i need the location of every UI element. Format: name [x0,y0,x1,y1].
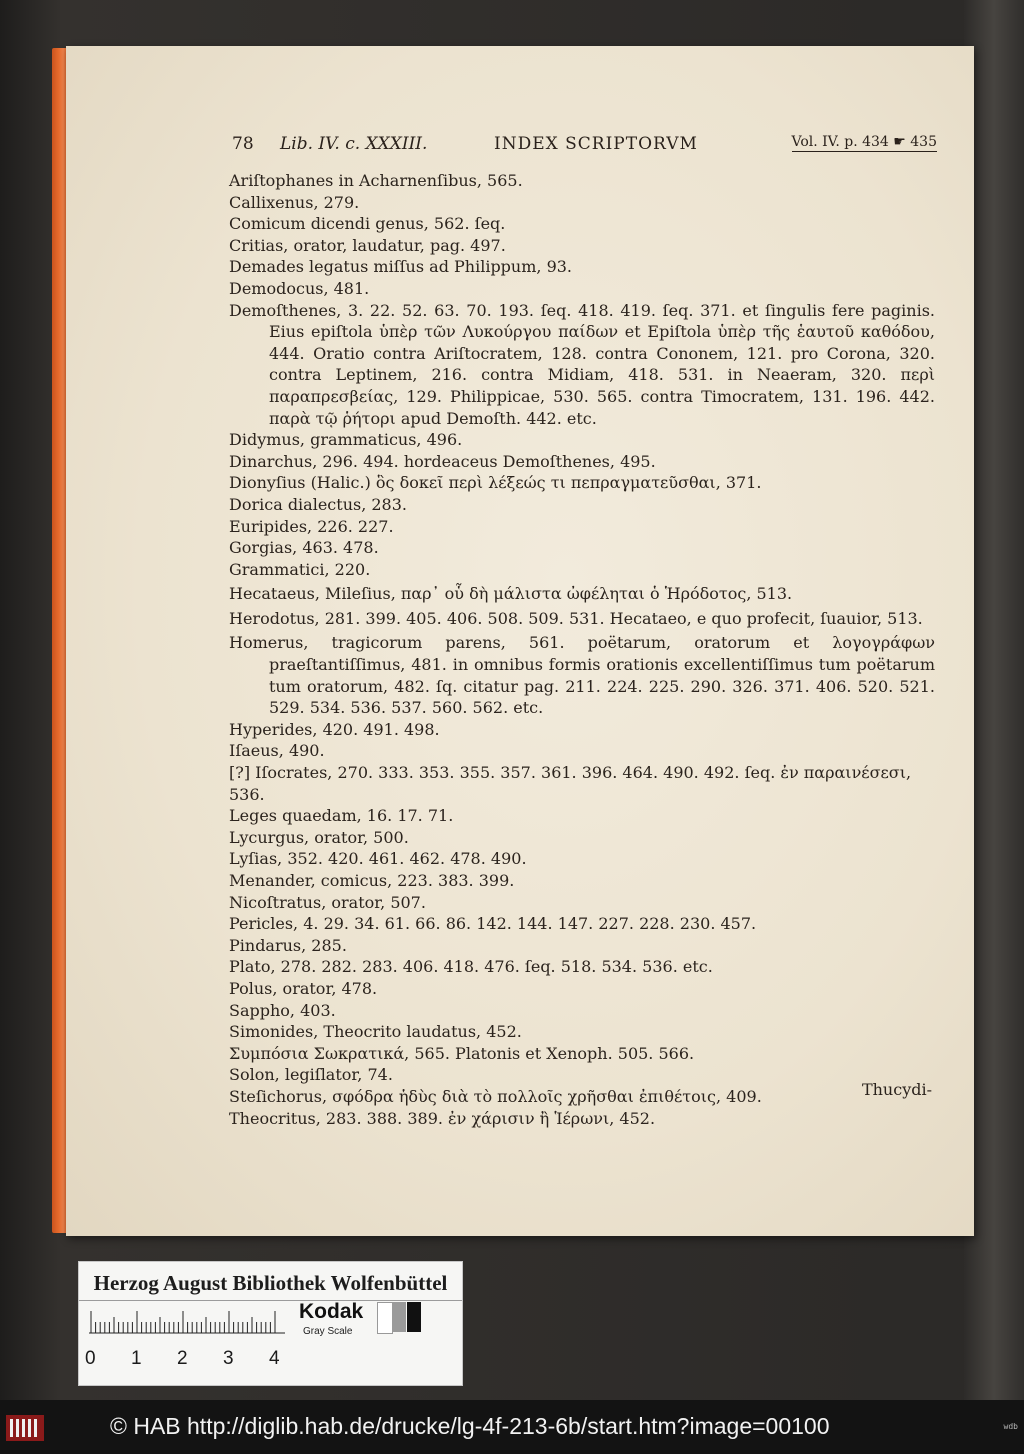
index-entry: Herodotus, 281. 399. 405. 406. 508. 509. 531. Hecataeo, e quo profecit, ſuauior, 513. [229,608,923,628]
ruler-number: 2 [177,1348,188,1369]
index-entry: Demodocus, 481. [229,278,370,298]
index-entry: Simonides, Theocrito laudatus, 452. [229,1022,522,1042]
kodak-logo: Kodak [299,1300,364,1323]
running-header [232,132,937,156]
volume-reference: Vol. IV. p. 434 ☛ 435 [791,134,937,150]
index-entry: Hecataeus, Mileſius, παρ᾽ οὗ δὴ μάλιστα ὠφέληται ὁ Ἡρόδοτος, 513. [229,584,793,604]
library-name: Herzog August Bibliothek Wolfenbüttel [79,1266,462,1301]
index-entry: Comicum dicendi genus, 562. ſeq. [229,214,506,234]
index-entry: Συμπόσια Σωκρατικά, 565. Platonis et Xenoph. 505. 566. [229,1043,695,1063]
index-entry: Dionyſius (Halic.) ὃς δοκεῖ περὶ λέξεώς τι πεπραγματεῦσθαι, 371. [229,473,762,493]
index-entry: Leges quaedam, 16. 17. 71. [229,806,454,826]
ruler-number: 1 [131,1348,142,1369]
page-title: INDEX SCRIPTORVM [494,134,698,154]
index-entry: Ariſtophanes in Acharnenſibus, 565. [229,171,523,190]
index-entry: Demoſthenes, 3. 22. 52. 63. 70. 193. ſeq. 418. 419. ſeq. 371. et ſingulis fere paginis. Eius epiſtola ὑπὲρ τῶν Λυκούργου παίδων et Epiſtola ὑπὲρ τῆς ἑαυτοῦ καθόδου, 444. Oratio contra Ariſtocratem, 128. contra Cononem, 121. pro Corona, 320. contra Leptinem, 216. contra Midiam, 418. 531. in Neaeram, 320. περὶ παραπρεσβείας, 129. Philippicae, 530. 565. contra Timocratem, 131. 196. 442. παρὰ τῷ ῥήτορι apud Demoſth. 442. etc. [229,300,935,428]
book-reference: Lib. IV. c. XXXIII. [280,134,428,154]
footer-bar [0,1400,1024,1454]
index-entry: Demades legatus miſſus ad Philippum, 93. [229,257,573,277]
gray-patch-black [407,1302,421,1332]
footer-copyright: © HAB http://diglib.hab.de/drucke/lg-4f-213-6b/start.htm?image=00100 [110,1413,830,1439]
page-number: 78 [232,134,254,154]
index-entry: Pindarus, 285. [229,935,347,955]
hab-logo-icon [6,1415,44,1441]
index-entry: Polus, orator, 478. [229,978,378,998]
index-entry: Euripides, 226. 227. [229,516,394,536]
index-entry: Theocritus, 283. 388. 389. ἐν χάρισιν ἢ Ἱέρωνι, 452. [229,1108,656,1128]
index-entry: Steſichorus, σφόδρα ἡδὺς διὰ τὸ πολλοῖς χρῆσθαι ἐπιθέτοις, 409. [229,1086,762,1106]
ruler-numbers [85,1348,365,1374]
gray-patch-gray [392,1302,406,1332]
footer-badge: wdb [1003,1422,1018,1431]
index-entry: Gorgias, 463. 478. [229,538,379,558]
gray-patch-white [377,1302,393,1334]
index-entry: Nicoſtratus, orator, 507. [229,892,426,912]
index-entry: Critias, orator, laudatur, pag. 497. [229,235,506,255]
index-entry: Didymus, grammaticus, 496. [229,430,463,450]
index-entry: Callixenus, 279. [229,192,360,212]
index-entry: Pericles, 4. 29. 34. 61. 66. 86. 142. 144. 147. 227. 228. 230. 457. [229,914,757,934]
ruler-number: 0 [85,1348,96,1369]
index-entry: Lycurgus, orator, 500. [229,827,409,847]
kodak-subtitle: Gray Scale [303,1326,353,1337]
index-entry: Plato, 278. 282. 283. 406. 418. 476. ſeq. 518. 534. 536. etc. [229,957,713,977]
index-entry: Hyperides, 420. 491. 498. [229,719,440,739]
ruler-number: 3 [223,1348,234,1369]
index-entry: Dinarchus, 296. 494. hordeaceus Demoſthenes, 495. [229,451,656,471]
index-entry: Sappho, 403. [229,1000,336,1020]
index-entry: Grammatici, 220. [229,559,371,579]
index-entry: Iſaeus, 490. [229,741,325,761]
index-entries [229,170,935,1129]
index-entry: Menander, comicus, 223. 383. 399. [229,871,515,890]
index-entry: Lyſias, 352. 420. 461. 462. 478. 490. [229,849,527,869]
index-entry: Dorica dialectus, 283. [229,494,407,514]
index-entry: Homerus, tragicorum parens, 561. poëtarum, oratorum et λογογράφων praeſtantiſſimus, 481. in omnibus formis orationis excellentiſſimus tum poëtarum tum oratorum, 482. ſq. citatur pag. 211. 224. 225. 290. 326. 371. 406. 520. 521. 529. 534. 536. 537. 560. 562. etc. [229,633,935,718]
index-entry: Solon, legiſlator, 74. [229,1065,393,1085]
library-scale-card [78,1261,463,1386]
catchword: Thucydi- [861,1080,932,1099]
index-entry: [?] Iſocrates, 270. 333. 353. 355. 357. 361. 396. 464. 490. 492. ſeq. ἐν παραινέσεσι, 536. [229,763,912,804]
ruler-number: 4 [269,1348,280,1369]
